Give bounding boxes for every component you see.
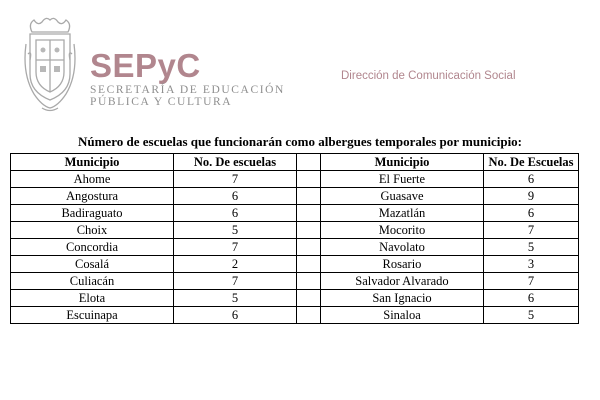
spacer-cell	[297, 188, 321, 205]
escuelas-right-cell: 6	[484, 171, 579, 188]
brand-subtitle-line1: SECRETARÍA DE EDUCACIÓN	[90, 84, 285, 96]
table-row	[11, 205, 579, 222]
escuelas-left-cell: 2	[174, 256, 297, 273]
municipio-right-cell: Mocorito	[321, 222, 484, 239]
document-title: Número de escuelas que funcionarán como albergues temporales por municipio:	[77, 134, 523, 149]
table-row	[11, 239, 579, 256]
schools-table	[10, 153, 579, 324]
spacer-cell	[297, 256, 321, 273]
escuelas-left-cell: 6	[174, 188, 297, 205]
escuelas-right-cell: 3	[484, 256, 579, 273]
table-row	[11, 256, 579, 273]
table-row	[11, 171, 579, 188]
municipio-right-cell: Guasave	[321, 188, 484, 205]
municipio-right-cell: Sinaloa	[321, 307, 484, 324]
header-escuelas-right: No. De Escuelas	[484, 154, 579, 171]
municipio-right-cell: Salvador Alvarado	[321, 273, 484, 290]
escuelas-right-cell: 5	[484, 307, 579, 324]
department-name: Dirección de Comunicación Social	[341, 70, 516, 82]
table-header-row	[11, 154, 579, 171]
escuelas-right-cell: 6	[484, 290, 579, 307]
brand-title: SEPyC	[90, 47, 201, 84]
seal-graphic	[22, 14, 78, 114]
escuelas-left-cell: 6	[174, 205, 297, 222]
spacer-cell	[297, 154, 321, 171]
escuelas-left-cell: 6	[174, 307, 297, 324]
escuelas-left-cell: 7	[174, 273, 297, 290]
spacer-cell	[297, 239, 321, 256]
escuelas-right-cell: 7	[484, 273, 579, 290]
spacer-cell	[297, 273, 321, 290]
escuelas-right-cell: 6	[484, 205, 579, 222]
table-body	[11, 171, 579, 324]
spacer-cell	[297, 171, 321, 188]
table-row	[11, 222, 579, 239]
municipio-right-cell: El Fuerte	[321, 171, 484, 188]
municipio-left-cell: Badiraguato	[11, 205, 174, 222]
table-row	[11, 188, 579, 205]
municipio-left-cell: Cosalá	[11, 256, 174, 273]
table-row	[11, 307, 579, 324]
table-row	[11, 290, 579, 307]
spacer-cell	[297, 307, 321, 324]
municipio-right-cell: Rosario	[321, 256, 484, 273]
municipio-right-cell: Navolato	[321, 239, 484, 256]
municipio-left-cell: Elota	[11, 290, 174, 307]
brand-block	[90, 48, 285, 108]
municipio-left-cell: Culiacán	[11, 273, 174, 290]
municipio-right-cell: Mazatlán	[321, 205, 484, 222]
municipio-left-cell: Choix	[11, 222, 174, 239]
municipio-left-cell: Angostura	[11, 188, 174, 205]
header-municipio-right: Municipio	[321, 154, 484, 171]
municipio-left-cell: Escuinapa	[11, 307, 174, 324]
municipio-left-cell: Concordia	[11, 239, 174, 256]
header-municipio-left: Municipio	[11, 154, 174, 171]
escuelas-right-cell: 9	[484, 188, 579, 205]
state-seal-icon	[22, 14, 78, 114]
brand-subtitle-line2: PÚBLICA Y CULTURA	[90, 96, 233, 108]
spacer-cell	[297, 290, 321, 307]
escuelas-left-cell: 7	[174, 171, 297, 188]
escuelas-left-cell: 7	[174, 239, 297, 256]
header-escuelas-left: No. De escuelas	[174, 154, 297, 171]
municipio-right-cell: San Ignacio	[321, 290, 484, 307]
spacer-cell	[297, 205, 321, 222]
escuelas-left-cell: 5	[174, 290, 297, 307]
table-row	[11, 273, 579, 290]
spacer-cell	[297, 222, 321, 239]
escuelas-right-cell: 7	[484, 222, 579, 239]
municipio-left-cell: Ahome	[11, 171, 174, 188]
escuelas-right-cell: 5	[484, 239, 579, 256]
escuelas-left-cell: 5	[174, 222, 297, 239]
